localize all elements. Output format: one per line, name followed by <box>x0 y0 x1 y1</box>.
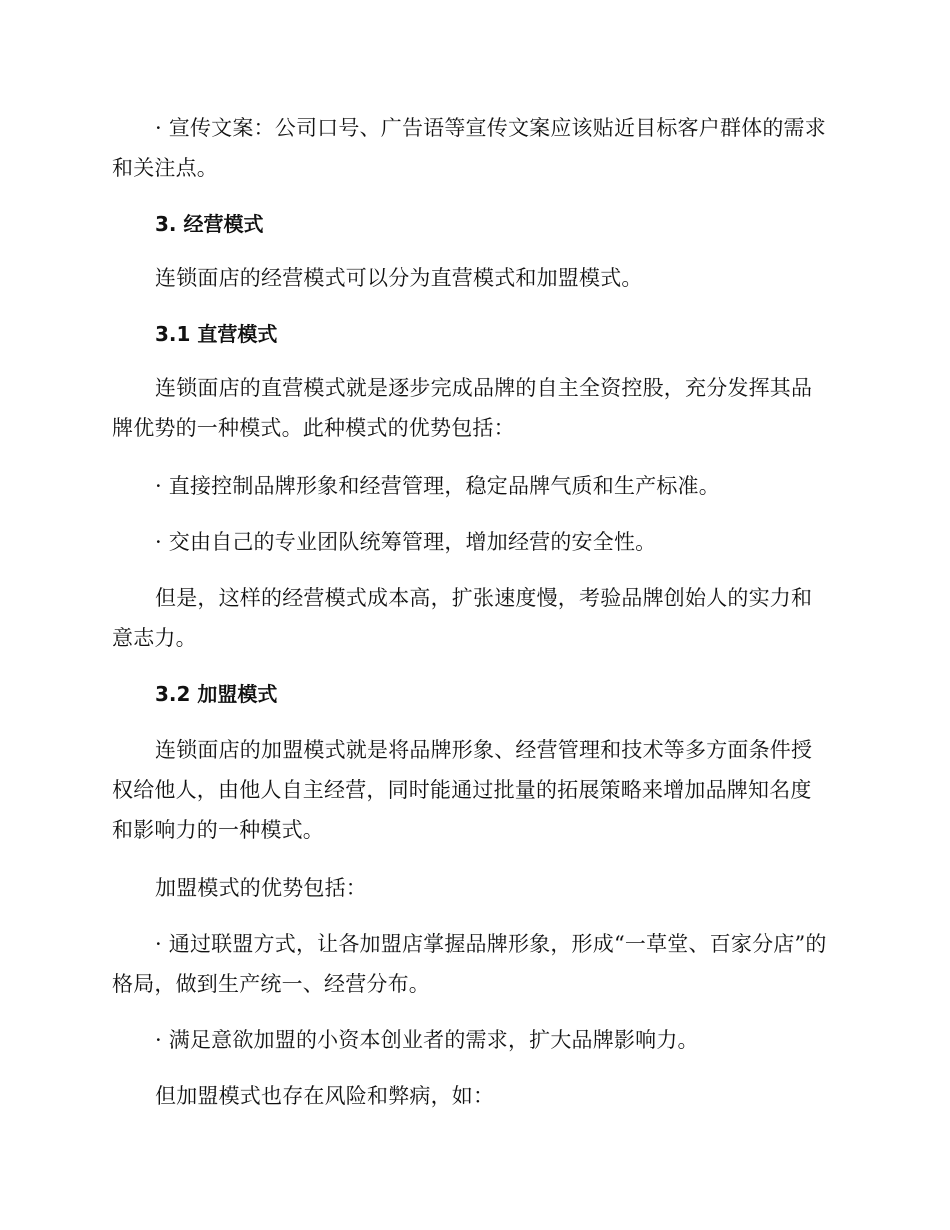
body-paragraph: 但是，这样的经营模式成本高，扩张速度慢，考验品牌创始人的实力和意志力。 <box>112 586 813 650</box>
bullet-paragraph: · 交由自己的专业团队统筹管理，增加经营的安全性。 <box>155 530 657 554</box>
body-paragraph: 加盟模式的优势包括： <box>155 876 367 900</box>
body-paragraph: 但加盟模式也存在风险和弊病，如： <box>155 1084 495 1108</box>
section-heading: 3. 经营模式 <box>155 212 264 236</box>
body-paragraph: 连锁面店的加盟模式就是将品牌形象、经营管理和技术等多方面条件授权给他人，由他人自主经营，同时能通过批量的拓展策略来增加品牌知名度和影响力的一种模式。 <box>112 738 813 842</box>
subsection-heading: 3.1 直营模式 <box>155 322 278 346</box>
body-paragraph: 连锁面店的直营模式就是逐步完成品牌的自主全资控股，充分发挥其品牌优势的一种模式。此种模式的优势包括： <box>112 376 813 440</box>
subsection-heading: 3.2 加盟模式 <box>155 682 278 706</box>
bullet-paragraph: · 直接控制品牌形象和经营管理，稳定品牌气质和生产标准。 <box>155 474 720 498</box>
bullet-paragraph: · 满足意欲加盟的小资本创业者的需求，扩大品牌影响力。 <box>155 1028 699 1052</box>
body-paragraph: 连锁面店的经营模式可以分为直营模式和加盟模式。 <box>155 266 643 290</box>
bullet-paragraph: · 通过联盟方式，让各加盟店掌握品牌形象，形成“一草堂、百家分店”的格局，做到生产统一、经营分布。 <box>112 932 827 996</box>
bullet-paragraph: · 宣传文案：公司口号、广告语等宣传文案应该贴近目标客户群体的需求和关注点。 <box>112 116 826 180</box>
